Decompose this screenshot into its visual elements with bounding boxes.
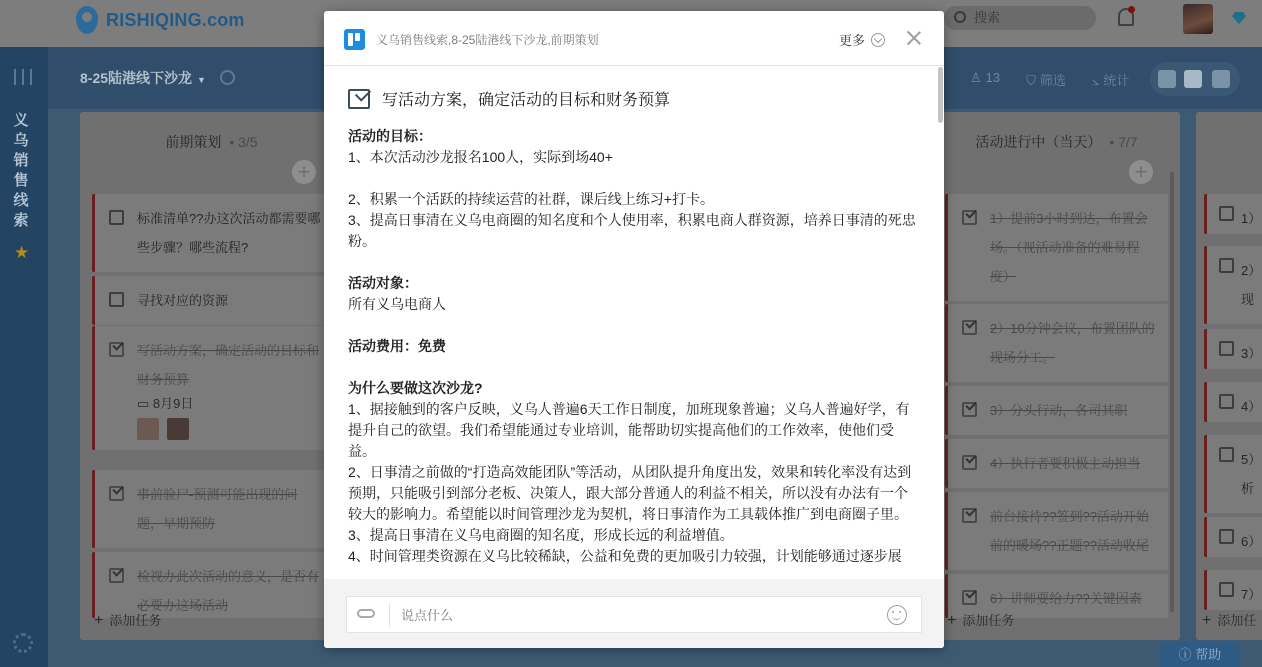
- task-card[interactable]: [1204, 435, 1262, 513]
- breadcrumb[interactable]: 义乌销售线索,8-25陆港线下沙龙,前期策划: [376, 33, 599, 47]
- task-title-row: [348, 87, 670, 110]
- add-task-label: 添加任务: [962, 613, 1015, 628]
- task-checkbox[interactable]: [1219, 206, 1234, 221]
- task-card[interactable]: [945, 386, 1168, 435]
- task-checkbox[interactable]: [109, 292, 124, 307]
- description-line: 3、提高日事清在义乌电商圈的知名度，形成长远的利益增值。: [348, 527, 734, 543]
- comment-area: [324, 579, 944, 648]
- task-text: 6）讲师要给力??关键因素: [990, 591, 1142, 606]
- column-scrollbar[interactable]: [1170, 172, 1174, 612]
- location-pin-icon: [76, 6, 98, 34]
- task-card[interactable]: [945, 439, 1168, 488]
- task-checkbox[interactable]: [109, 568, 124, 583]
- assignee-avatar[interactable]: [167, 418, 189, 440]
- board-selector[interactable]: [80, 68, 206, 88]
- task-checkbox[interactable]: [962, 590, 977, 605]
- description-line: 1、本次活动沙龙报名100人，实际到场40+: [348, 149, 613, 165]
- add-card-button[interactable]: +: [292, 160, 316, 184]
- task-text: 标准清单??办这次活动都需要哪些步骤？哪些流程?: [137, 211, 321, 255]
- stats-label: 统计: [1103, 73, 1130, 88]
- due-date-text: 8月9日: [152, 396, 194, 411]
- column-next: [1196, 112, 1262, 640]
- task-text: 前台接待??签到??活动开始前的暖场??正题??活动收尾: [990, 509, 1149, 553]
- sidebar: [0, 47, 48, 667]
- close-icon[interactable]: [906, 30, 922, 46]
- description-line: [348, 168, 920, 189]
- stats-button[interactable]: ⦣ 统计: [1091, 73, 1130, 88]
- task-card[interactable]: [92, 470, 331, 548]
- task-checkbox[interactable]: [109, 342, 124, 357]
- description-line: 2、日事清之前做的“打造高效能团队”等活动，从团队提升角度出发，效果和转化率没有达到预期，只能吸引到部分老板、决策人，跟大部分普通人的利益不相关，所以没有办法有一个较大的影响力。希望能以时间管理沙龙为契机，将日事清作为工具载体推广到电商圈子里。: [348, 464, 912, 522]
- project-title-char: 线: [13, 192, 29, 209]
- task-text: 检视办此次活动的意义，是否有必要办这场活动: [137, 569, 320, 613]
- task-card[interactable]: [92, 552, 331, 618]
- diamond-icon[interactable]: [1232, 12, 1246, 24]
- description-line: 1、据接触到的客户反映，义乌人普遍6天工作日制度，加班现象普遍；义乌人普遍好学，有提升自己的欲望。我们希望能通过专业培训，能帮助切实提高他们的工作效率，使他们受益。: [348, 401, 910, 459]
- task-text-extra: 析: [1241, 481, 1255, 496]
- view-switcher[interactable]: [1150, 62, 1240, 96]
- column-planning: [80, 112, 343, 640]
- column-header: 前期策划 • 3/5: [165, 134, 258, 150]
- project-title-char: 售: [13, 172, 29, 189]
- user-avatar[interactable]: [1183, 4, 1213, 34]
- menu-icon[interactable]: [14, 69, 32, 85]
- modal-body[interactable]: [324, 67, 944, 579]
- task-checkbox[interactable]: [1219, 394, 1234, 409]
- task-card[interactable]: [1204, 570, 1262, 610]
- chevron-down-icon: [871, 33, 885, 47]
- description-line: 活动对象：: [348, 275, 418, 291]
- search-input[interactable]: [944, 6, 1096, 30]
- task-card[interactable]: [945, 492, 1168, 570]
- attachment-icon[interactable]: [357, 609, 375, 618]
- description-line: 3、提高日事清在义乌电商圈的知名度和个人使用率，积累电商人群资源，培养日事清的死忠粉。: [348, 212, 916, 249]
- task-card[interactable]: [945, 304, 1168, 382]
- task-checkbox[interactable]: [962, 402, 977, 417]
- modal-scrollbar[interactable]: [938, 67, 943, 123]
- task-detail-modal: [324, 11, 944, 648]
- help-label: 帮助: [1195, 647, 1222, 662]
- description-line: [348, 315, 920, 336]
- task-text: 5）: [1241, 452, 1262, 467]
- description-line: [348, 252, 920, 273]
- search-placeholder: 搜索: [974, 10, 1001, 25]
- task-checkbox[interactable]: [962, 320, 977, 335]
- board-name: 8-25陆港线下沙龙: [80, 70, 193, 86]
- task-checkbox[interactable]: [1219, 258, 1234, 273]
- task-text: 1）提前3小时到达，布置会场。（视活动准备的难易程度）: [990, 211, 1148, 284]
- task-card[interactable]: [1204, 194, 1262, 234]
- task-complete-checkbox[interactable]: [348, 89, 370, 109]
- task-text: 4）执行者要积极主动担当: [990, 456, 1141, 471]
- assignees: [137, 418, 321, 440]
- description-line: 活动的目标：: [348, 128, 432, 144]
- task-text: 7）: [1241, 587, 1262, 602]
- task-title[interactable]: 写活动方案，确定活动的目标和财务预算: [382, 92, 671, 109]
- task-card[interactable]: [92, 194, 331, 272]
- notification-dot: [1128, 6, 1135, 13]
- task-description[interactable]: [348, 126, 920, 567]
- more-button[interactable]: [839, 30, 885, 49]
- task-text: 6）: [1241, 534, 1262, 549]
- add-task-button[interactable]: + 添加任: [1202, 612, 1257, 629]
- board-view-icon[interactable]: [1184, 70, 1202, 88]
- task-checkbox[interactable]: [109, 210, 124, 225]
- search-icon: [954, 11, 966, 23]
- task-text: 2）: [1241, 263, 1262, 278]
- add-task-label: 添加任务: [109, 613, 162, 628]
- task-checkbox[interactable]: [962, 455, 977, 470]
- comment-box: [346, 596, 922, 633]
- task-checkbox[interactable]: [962, 508, 977, 523]
- task-card[interactable]: [1204, 329, 1262, 369]
- task-checkbox[interactable]: [1219, 529, 1234, 544]
- column-header: 活动进行中（当天） • 7/7: [975, 134, 1138, 150]
- task-checkbox[interactable]: [1219, 582, 1234, 597]
- task-card[interactable]: [1204, 517, 1262, 557]
- assignee-avatar[interactable]: [137, 418, 159, 440]
- filter-button[interactable]: ⛉ 筛选: [1026, 73, 1066, 88]
- description-line: 所有义乌电商人: [348, 296, 446, 312]
- task-text: 事前验尸-预测可能出现的问题，早期预防: [137, 487, 298, 531]
- task-checkbox[interactable]: [962, 210, 977, 225]
- task-text: 写活动方案，确定活动的目标和财务预算: [137, 343, 320, 387]
- brand-name: RISHIQING.com: [106, 9, 245, 30]
- task-text-extra: 现: [1241, 292, 1255, 307]
- due-date: ▭ 8月9日: [137, 396, 194, 411]
- board-logo-icon: [344, 29, 365, 50]
- column-title: 活动进行中（当天）: [975, 134, 1102, 150]
- brand-logo[interactable]: [76, 6, 245, 34]
- settings-gear-icon[interactable]: [13, 633, 33, 653]
- add-task-label: 添加任: [1217, 613, 1257, 628]
- members-count: 13: [985, 70, 1001, 85]
- column-count: 3/5: [238, 134, 258, 150]
- project-title-char: 乌: [13, 132, 29, 149]
- task-checkbox[interactable]: [1219, 341, 1234, 356]
- task-text: 2）10分钟会议，布置团队的现场分工。: [990, 321, 1155, 365]
- task-checkbox[interactable]: [109, 486, 124, 501]
- task-text: 3）: [1241, 346, 1262, 361]
- task-text: 1）: [1241, 211, 1262, 226]
- add-task-button[interactable]: + 添加任务: [94, 612, 162, 629]
- list-view-icon[interactable]: [1158, 70, 1176, 88]
- description-line: 2、积累一个活跃的持续运营的社群，课后线上练习+打卡。: [348, 191, 714, 207]
- modal-header: [324, 11, 944, 66]
- column-count: 7/7: [1118, 134, 1138, 150]
- members-button[interactable]: ♙ 13: [970, 70, 1001, 85]
- caret-down-icon: ▼: [197, 75, 206, 85]
- description-line: 为什么要做这次沙龙?: [348, 380, 483, 396]
- project-title-char: 索: [13, 212, 29, 229]
- more-label: 更多: [839, 33, 866, 48]
- task-card[interactable]: [945, 194, 1168, 301]
- task-card[interactable]: [92, 326, 331, 450]
- task-checkbox[interactable]: [1219, 447, 1234, 462]
- description-line: [348, 357, 920, 378]
- column-title: 前期策划: [165, 134, 222, 150]
- task-text: 4）: [1241, 399, 1262, 414]
- description-line: 4、时间管理类资源在义乌比较稀缺，公益和免费的更加吸引力较强，计划能够通过逐步展: [348, 548, 902, 564]
- add-card-button[interactable]: +: [1129, 160, 1153, 184]
- board-tools: [970, 70, 1129, 89]
- task-text: 寻找对应的资源: [137, 293, 229, 308]
- description-line: 活动费用：免费: [348, 338, 446, 354]
- help-button[interactable]: ⓘ 帮助: [1160, 642, 1240, 667]
- star-icon[interactable]: ★: [14, 243, 30, 262]
- task-card[interactable]: [1204, 382, 1262, 422]
- board-settings-icon[interactable]: [220, 70, 235, 85]
- filter-label: 筛选: [1039, 73, 1066, 88]
- project-title-vertical[interactable]: [12, 111, 30, 231]
- add-task-button[interactable]: + 添加任务: [947, 612, 1015, 629]
- divider: [389, 603, 390, 627]
- column-event-day: [933, 112, 1180, 640]
- timeline-view-icon[interactable]: [1212, 70, 1230, 88]
- task-card[interactable]: [92, 276, 331, 325]
- project-title-char: 义: [13, 112, 29, 129]
- task-text: 3）分头行动，各司其职: [990, 403, 1128, 418]
- comment-input[interactable]: [401, 605, 871, 625]
- emoji-icon[interactable]: [887, 605, 907, 625]
- task-card[interactable]: [1204, 246, 1262, 324]
- project-title-char: 销: [13, 152, 29, 169]
